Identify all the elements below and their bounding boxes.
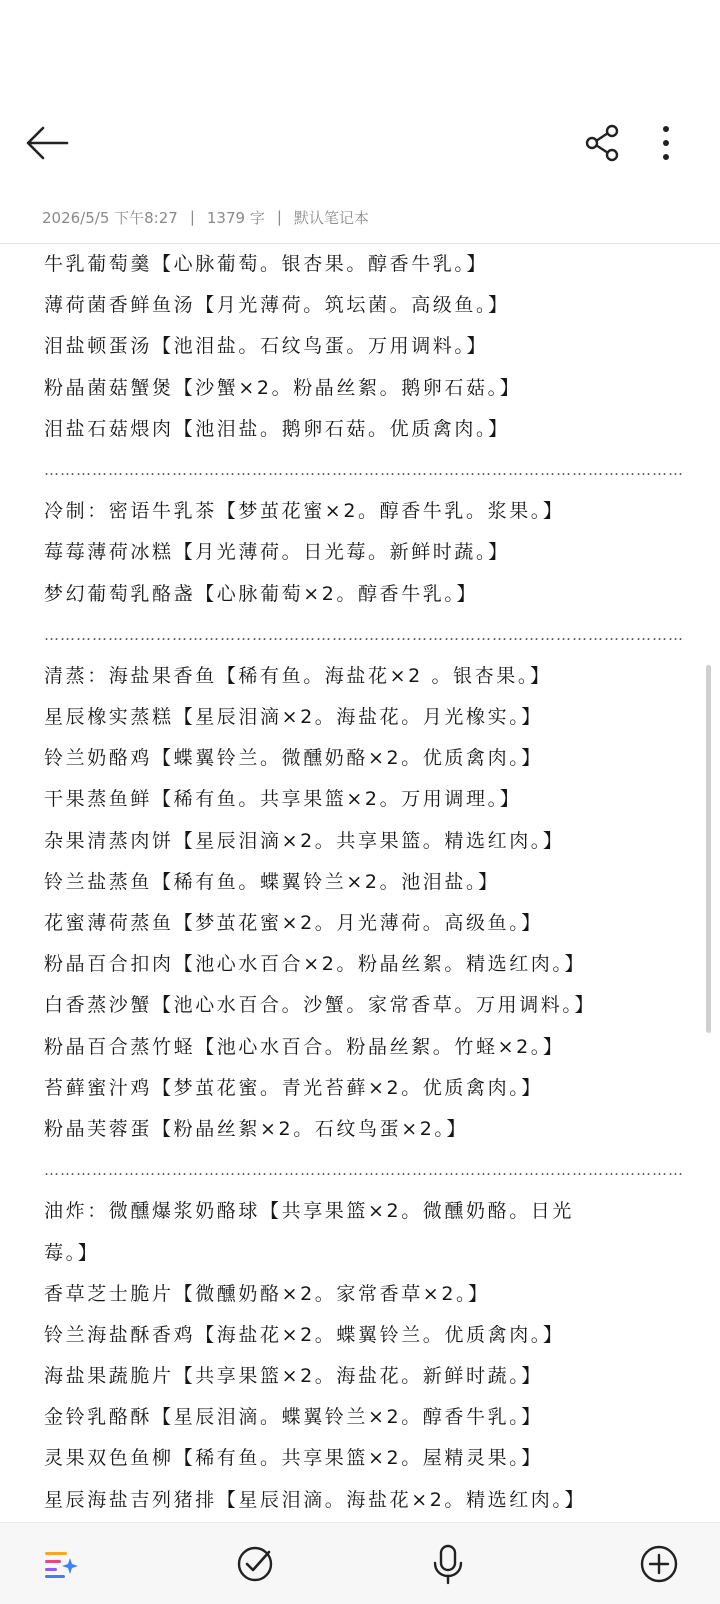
checklist-button[interactable] [230, 1539, 280, 1589]
note-line: 白香蒸沙蟹【池心水百合。沙蟹。家常香草。万用调料。】 [44, 994, 597, 1017]
more-vertical-icon [661, 125, 671, 161]
note-line: 星辰海盐吉列猪排【星辰泪滴。海盐花×2。精选红肉。】 [44, 1488, 587, 1511]
share-icon [583, 123, 623, 163]
note-line: 泪盐石菇煨肉【池泪盐。鹅卵石菇。优质禽肉。】 [44, 417, 510, 440]
bottom-toolbar [0, 1522, 720, 1604]
note-line: 莓莓薄荷冰糕【月光薄荷。日光莓。新鲜时蔬。】 [44, 541, 510, 564]
microphone-icon [430, 1543, 466, 1585]
note-datetime: 2026/5/5 下午8:27 [42, 208, 178, 227]
note-line: 灵果双色鱼柳【稀有鱼。共享果篮×2。屋精灵果。】 [44, 1447, 543, 1470]
note-line: 粉晶百合蒸竹蛏【池心水百合。粉晶丝絮。竹蛏×2。】 [44, 1035, 565, 1058]
arrow-left-icon [25, 125, 69, 161]
meta-separator: | [276, 208, 282, 226]
share-button[interactable] [578, 118, 628, 168]
note-line: 铃兰盐蒸鱼【稀有鱼。蝶翼铃兰×2。池泪盐。】 [44, 870, 500, 893]
note-line: 粉晶百合扣肉【池心水百合×2。粉晶丝絮。精选红肉。】 [44, 953, 587, 976]
ai-list-sparkle-icon [43, 1548, 79, 1580]
voice-input-button[interactable] [423, 1539, 473, 1589]
note-line: 莓。】 [44, 1241, 100, 1264]
meta-separator: | [189, 208, 195, 226]
note-line: 铃兰奶酪鸡【蝶翼铃兰。微醺奶酪×2。优质禽肉。】 [44, 747, 543, 770]
note-line: 金铃乳酪酥【星辰泪滴。蝶翼铃兰×2。醇香牛乳。】 [44, 1406, 543, 1429]
ai-assist-button[interactable] [36, 1539, 86, 1589]
back-button[interactable] [22, 118, 72, 168]
note-line: 花蜜薄荷蒸鱼【梦茧花蜜×2。月光薄荷。高级鱼。】 [44, 912, 543, 934]
plus-circle-icon [639, 1544, 679, 1584]
note-line: 粉晶菌菇蟹煲【沙蟹×2。粉晶丝絮。鹅卵石菇。】 [44, 376, 522, 399]
note-line: 星辰橡实蒸糕【星辰泪滴×2。海盐花。月光橡实。】 [44, 706, 543, 729]
note-line: 薄荷菌香鲜鱼汤【月光薄荷。筑坛菌。高级鱼。】 [44, 294, 510, 317]
note-line: 梦幻葡萄乳酪盏【心脉葡萄×2。醇香牛乳。】 [44, 582, 479, 605]
dotted-separator-line: ………………………………………………………………………………………………………… [44, 1161, 684, 1180]
check-circle-icon [235, 1544, 275, 1584]
note-line: 铃兰海盐酥香鸡【海盐花×2。蝶翼铃兰。优质禽肉。】 [44, 1323, 565, 1346]
more-options-button[interactable] [648, 118, 684, 168]
note-line: 油炸：微醺爆浆奶酪球【共享果篮×2。微醺奶酪。日光 [44, 1200, 575, 1223]
note-line: 杂果清蒸肉饼【星辰泪滴×2。共享果篮。精选红肉。】 [44, 829, 565, 852]
scrollbar-thumb[interactable] [706, 665, 711, 1033]
note-meta [42, 204, 369, 230]
note-line: 冷制：密语牛乳茶【梦茧花蜜×2。醇香牛乳。浆果。】 [44, 500, 565, 523]
note-body[interactable] [44, 244, 684, 1522]
note-line: 干果蒸鱼鲜【稀有鱼。共享果篮×2。万用调理。】 [44, 788, 522, 811]
notebook-name[interactable]: 默认笔记本 [293, 208, 369, 227]
note-word-count: 1379 字 [206, 208, 265, 227]
add-button[interactable] [634, 1539, 684, 1589]
note-line: 苔藓蜜汁鸡【梦茧花蜜。青光苔藓×2。优质禽肉。】 [44, 1076, 543, 1099]
top-app-bar [0, 0, 720, 190]
note-line: 泪盐顿蛋汤【池泪盐。石纹鸟蛋。万用调料。】 [44, 335, 489, 358]
dotted-separator-line: ………………………………………………………………………………………………………… [44, 460, 684, 479]
note-line: 牛乳葡萄羹【心脉葡萄。银杏果。醇香牛乳。】 [44, 253, 489, 275]
note-line: 清蒸：海盐果香鱼【稀有鱼。海盐花×2 。银杏果。】 [44, 664, 552, 687]
note-line: 香草芝士脆片【微醺奶酪×2。家常香草×2。】 [44, 1282, 490, 1305]
note-line: 粉晶芙蓉蛋【粉晶丝絮×2。石纹鸟蛋×2。】 [44, 1117, 469, 1140]
note-line: 海盐果蔬脆片【共享果篮×2。海盐花。新鲜时蔬。】 [44, 1365, 543, 1388]
dotted-separator-line: ………………………………………………………………………………………………………… [44, 625, 684, 644]
